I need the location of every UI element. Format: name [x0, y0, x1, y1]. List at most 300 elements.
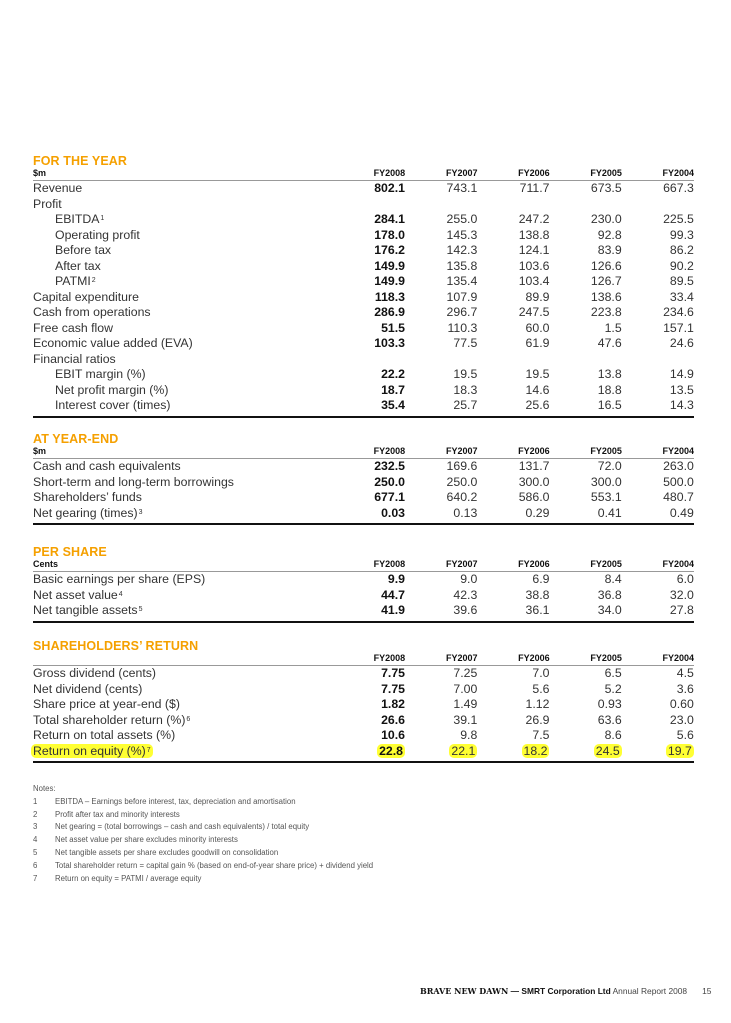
- column-header-row: [33, 559, 694, 572]
- note-text: Profit after tax and minority interests: [55, 809, 180, 819]
- row-label-text: [55, 398, 170, 412]
- value-cell: [477, 321, 549, 337]
- row-label: [33, 744, 333, 760]
- value-cell: [622, 682, 694, 698]
- note-number: 3: [33, 822, 38, 832]
- cell-value: 39.1: [453, 712, 478, 727]
- cell-value: 9.0: [460, 572, 478, 586]
- value-cell: [622, 459, 694, 475]
- row-label-value: Cash and cash equivalents: [33, 459, 181, 473]
- row-label-text: [55, 212, 104, 226]
- note-text: Net tangible assets per share excludes goodwill on consolidation: [55, 847, 279, 857]
- cell-value: 135.4: [446, 274, 478, 288]
- column-header: FY2005: [590, 168, 622, 178]
- cell-value: 103.3: [374, 336, 405, 350]
- table-row: [33, 259, 694, 275]
- row-label: [33, 243, 333, 259]
- row-label-text: [31, 744, 153, 758]
- column-header-row: [33, 168, 694, 181]
- value-cell: [405, 713, 477, 729]
- value-cell: [405, 274, 477, 290]
- cell-value: 27.8: [669, 603, 694, 617]
- value-cell: [549, 506, 621, 522]
- row-label-value: Cash from operations: [33, 305, 151, 319]
- cell-value: 802.1: [374, 181, 405, 195]
- cell-value: 77.5: [453, 336, 478, 350]
- footnote-ref: 1: [100, 215, 105, 222]
- cell-value: 35.4: [381, 398, 405, 412]
- cell-value: 157.1: [663, 320, 694, 335]
- value-cell: [405, 744, 477, 760]
- cell-value: 7.75: [381, 681, 405, 696]
- cell-value: 300.0: [518, 474, 550, 489]
- value-cell: [333, 682, 405, 698]
- cell-value: 255.0: [446, 212, 478, 226]
- value-cell: [333, 490, 405, 506]
- cell-value: 5.6: [532, 681, 550, 696]
- table-row: [33, 475, 694, 491]
- row-label-text: [33, 506, 142, 520]
- value-cell: [405, 383, 477, 399]
- table-row: [33, 490, 694, 506]
- value-cell: [622, 181, 694, 197]
- cell-value: 7.75: [381, 666, 405, 680]
- value-cell: [405, 336, 477, 352]
- row-label-text: [33, 197, 62, 211]
- value-cell: [622, 367, 694, 383]
- value-cell: [333, 352, 405, 368]
- value-cell: [405, 321, 477, 337]
- column-header: FY2004: [662, 653, 695, 663]
- cell-value: 126.7: [590, 274, 622, 288]
- value-cell: [333, 243, 405, 259]
- cell-value: 14.6: [525, 382, 550, 397]
- section-end-rule: [33, 523, 694, 525]
- cell-value: 296.7: [446, 305, 478, 319]
- cell-value: 250.0: [446, 474, 478, 489]
- value-cell: [549, 603, 621, 619]
- value-cell: [622, 697, 694, 713]
- value-cell: [477, 228, 549, 244]
- cell-value: 5.2: [604, 681, 622, 696]
- cell-value: 18.2: [523, 743, 548, 758]
- value-cell: [549, 666, 621, 682]
- cell-value: 135.8: [446, 258, 478, 273]
- row-label-value: Capital expenditure: [33, 289, 139, 304]
- value-cell: [333, 728, 405, 744]
- cell-value: 39.6: [453, 603, 478, 617]
- value-cell: [333, 336, 405, 352]
- row-label-value: Net gearing (times): [33, 505, 138, 520]
- column-header: FY2008: [373, 559, 406, 569]
- cell-value: 178.0: [374, 227, 405, 242]
- footnote-ref: 2: [91, 277, 96, 284]
- cell-value: 13.5: [669, 382, 694, 397]
- cell-value: 0.60: [669, 697, 694, 711]
- column-header: FY2006: [518, 559, 550, 569]
- note-text: Net asset value per share excludes minority interests: [55, 835, 238, 845]
- value-cell: [549, 290, 621, 306]
- cell-value: 480.7: [663, 490, 694, 504]
- row-label-text: [33, 666, 156, 680]
- value-cell: [549, 572, 621, 588]
- value-cell: [333, 181, 405, 197]
- value-cell: [405, 603, 477, 619]
- column-header: FY2005: [590, 446, 622, 456]
- value-cell: [477, 274, 549, 290]
- row-label: [33, 459, 333, 475]
- cell-value: 234.6: [663, 305, 694, 319]
- row-label: [33, 506, 333, 522]
- table-row: [33, 212, 694, 228]
- value-cell: [549, 274, 621, 290]
- value-cell: [333, 713, 405, 729]
- cell-value: 500.0: [663, 474, 694, 489]
- value-cell: [405, 682, 477, 698]
- row-label-text: [33, 682, 142, 696]
- cell-value: 86.2: [669, 243, 694, 257]
- row-label-value: Net tangible assets: [33, 603, 138, 617]
- section-title: SHAREHOLDERS’ RETURN: [33, 639, 199, 653]
- cell-value: 6.0: [676, 572, 694, 586]
- cell-value: 138.8: [518, 227, 550, 242]
- cell-value: 103.6: [518, 258, 550, 273]
- note-item: [33, 796, 373, 809]
- page-footer: [420, 986, 711, 996]
- value-cell: [333, 305, 405, 321]
- cell-value: 14.3: [669, 398, 694, 412]
- value-cell: [622, 744, 694, 760]
- cell-value: 149.9: [374, 274, 405, 288]
- value-cell: [333, 475, 405, 491]
- row-label: [33, 274, 333, 290]
- row-label-text: [33, 713, 190, 727]
- cell-value: 286.9: [374, 305, 405, 319]
- value-cell: [333, 259, 405, 275]
- row-label-value: Net dividend (cents): [33, 681, 143, 696]
- table-row: [33, 398, 694, 414]
- cell-value: 13.8: [597, 367, 622, 381]
- row-label-text: [33, 475, 234, 489]
- cell-value: 4.5: [676, 666, 694, 680]
- value-cell: [405, 506, 477, 522]
- value-cell: [477, 212, 549, 228]
- cell-value: 223.8: [590, 305, 622, 319]
- row-label-value: Basic earnings per share (EPS): [33, 572, 206, 586]
- row-label-value: Net asset value: [33, 587, 118, 602]
- value-cell: [549, 212, 621, 228]
- note-number: 5: [33, 847, 38, 857]
- cell-value: 8.6: [604, 728, 622, 742]
- value-cell: [622, 352, 694, 368]
- column-header: FY2007: [445, 653, 478, 663]
- cell-value: 5.6: [676, 728, 694, 742]
- cell-value: 24.5: [595, 743, 620, 758]
- footer-brand: BRAVE NEW DAWN: [420, 986, 509, 996]
- column-header: FY2007: [445, 446, 478, 456]
- row-label: [33, 588, 333, 604]
- cell-value: 14.9: [669, 367, 694, 381]
- table-row: [33, 383, 694, 399]
- value-cell: [477, 572, 549, 588]
- row-label-text: [33, 728, 175, 742]
- cell-value: 673.5: [590, 181, 622, 195]
- cell-value: 7.5: [532, 728, 550, 742]
- cell-value: 18.8: [597, 382, 622, 397]
- row-label-value: Return on total assets (%): [33, 728, 176, 742]
- cell-value: 7.25: [453, 666, 478, 680]
- row-label: [33, 603, 333, 619]
- row-label-text: [55, 367, 146, 381]
- value-cell: [477, 459, 549, 475]
- note-number: 7: [33, 873, 38, 883]
- row-label: [33, 383, 333, 399]
- value-cell: [477, 713, 549, 729]
- table-row: [33, 305, 694, 321]
- value-cell: [477, 352, 549, 368]
- note-item: [33, 809, 373, 822]
- table-row: [33, 572, 694, 588]
- value-cell: [405, 243, 477, 259]
- value-cell: [477, 398, 549, 414]
- cell-value: 1.82: [381, 697, 405, 711]
- value-cell: [622, 666, 694, 682]
- value-cell: [549, 588, 621, 604]
- value-cell: [405, 459, 477, 475]
- row-label-text: [55, 259, 101, 273]
- cell-value: 26.6: [381, 712, 405, 727]
- value-cell: [333, 197, 405, 213]
- cell-value: 711.7: [519, 181, 550, 195]
- cell-value: 250.0: [374, 474, 405, 489]
- footnote-ref: 6: [186, 715, 191, 723]
- value-cell: [549, 398, 621, 414]
- value-cell: [622, 197, 694, 213]
- row-label-value: EBIT margin (%): [55, 367, 146, 381]
- cell-value: 41.9: [381, 603, 405, 617]
- value-cell: [405, 588, 477, 604]
- cell-value: 33.4: [669, 289, 694, 304]
- row-label-text: [33, 490, 142, 504]
- value-cell: [622, 336, 694, 352]
- row-label: [33, 490, 333, 506]
- value-cell: [477, 181, 549, 197]
- row-label: [33, 336, 333, 352]
- cell-value: 44.7: [381, 587, 405, 602]
- cell-value: 26.9: [525, 712, 550, 727]
- table-row: [33, 367, 694, 383]
- row-label-value: After tax: [55, 258, 101, 273]
- value-cell: [622, 603, 694, 619]
- cell-value: 38.8: [525, 587, 550, 602]
- row-label: [33, 666, 333, 682]
- cell-value: 118.3: [374, 289, 405, 304]
- value-cell: [405, 666, 477, 682]
- notes-heading: Notes:: [33, 784, 56, 793]
- value-cell: [549, 475, 621, 491]
- value-cell: [549, 243, 621, 259]
- note-text: Net gearing = (total borrowings – cash and cash equivalents) / total equity: [55, 822, 310, 832]
- row-label-value: Shareholders’ funds: [33, 490, 142, 504]
- column-header-row: [33, 653, 694, 666]
- row-label: [33, 321, 333, 337]
- value-cell: [405, 697, 477, 713]
- row-label-value: Short-term and long-term borrowings: [33, 474, 234, 489]
- value-cell: [477, 290, 549, 306]
- cell-value: 63.6: [597, 712, 622, 727]
- value-cell: [549, 713, 621, 729]
- table-row: [33, 603, 694, 619]
- row-label-value: Financial ratios: [33, 351, 116, 366]
- table-row: [33, 728, 694, 744]
- row-label: [33, 475, 333, 491]
- cell-value: 72.0: [597, 459, 622, 473]
- value-cell: [405, 259, 477, 275]
- cell-value: 138.6: [590, 289, 622, 304]
- cell-value: 107.9: [446, 289, 478, 304]
- row-label-value: Net profit margin (%): [55, 382, 169, 397]
- cell-value: 131.7: [518, 459, 550, 473]
- cell-value: 61.9: [525, 336, 550, 350]
- note-item: [33, 847, 373, 860]
- cell-value: 110.3: [447, 320, 478, 335]
- footnote-ref: 3: [138, 508, 143, 516]
- value-cell: [622, 274, 694, 290]
- cell-value: 7.00: [453, 681, 478, 696]
- value-cell: [333, 398, 405, 414]
- cell-value: 90.2: [669, 258, 694, 273]
- value-cell: [549, 490, 621, 506]
- value-cell: [622, 228, 694, 244]
- note-number: 1: [33, 796, 38, 806]
- value-cell: [622, 475, 694, 491]
- table-row: [33, 713, 694, 729]
- value-cell: [333, 744, 405, 760]
- per-share-section: [33, 546, 694, 623]
- cell-value: 0.93: [597, 697, 622, 711]
- cell-value: 1.12: [525, 697, 550, 711]
- cell-value: 32.0: [669, 587, 694, 602]
- note-item: [33, 821, 373, 834]
- cell-value: 176.2: [374, 243, 405, 257]
- value-cell: [622, 212, 694, 228]
- value-cell: [333, 290, 405, 306]
- row-label-text: [55, 274, 96, 288]
- column-header: FY2008: [373, 168, 406, 178]
- cell-value: 51.5: [381, 320, 405, 335]
- cell-value: 18.7: [381, 382, 405, 397]
- cell-value: 25.6: [525, 398, 550, 412]
- value-cell: [622, 506, 694, 522]
- value-cell: [405, 475, 477, 491]
- row-label: [33, 290, 333, 306]
- value-cell: [549, 367, 621, 383]
- value-cell: [333, 666, 405, 682]
- row-label-text: [55, 243, 111, 257]
- value-cell: [405, 367, 477, 383]
- value-cell: [549, 459, 621, 475]
- column-header: FY2007: [445, 168, 478, 178]
- table-row: [33, 228, 694, 244]
- row-label-text: [33, 588, 123, 602]
- cell-value: 124.1: [518, 243, 550, 257]
- table-row: [33, 181, 694, 197]
- value-cell: [622, 321, 694, 337]
- unit-label: [33, 653, 333, 664]
- value-cell: [622, 728, 694, 744]
- table-row: [33, 682, 694, 698]
- value-cell: [549, 383, 621, 399]
- unit-label: $m: [33, 168, 47, 178]
- table-row: [33, 352, 694, 368]
- cell-value: 19.7: [667, 743, 692, 758]
- value-cell: [622, 490, 694, 506]
- at-year-end-section: [33, 433, 694, 525]
- page-number: 15: [702, 986, 712, 996]
- value-cell: [477, 383, 549, 399]
- cell-value: 142.3: [446, 243, 478, 257]
- row-label-text: [33, 459, 181, 473]
- value-cell: [405, 197, 477, 213]
- cell-value: 42.3: [453, 587, 478, 602]
- column-header: FY2004: [662, 446, 695, 456]
- cell-value: 3.6: [676, 681, 694, 696]
- value-cell: [477, 728, 549, 744]
- cell-value: 126.6: [590, 258, 622, 273]
- column-header: FY2006: [518, 653, 550, 663]
- row-label: [33, 367, 333, 383]
- column-header-row: [33, 446, 694, 459]
- cell-value: 8.4: [604, 572, 622, 586]
- value-cell: [477, 744, 549, 760]
- table-row: [33, 506, 694, 522]
- value-cell: [477, 305, 549, 321]
- cell-value: 18.3: [453, 382, 478, 397]
- cell-value: 23.0: [669, 712, 694, 727]
- value-cell: [549, 352, 621, 368]
- cell-value: 47.6: [597, 336, 622, 350]
- cell-value: 24.6: [669, 336, 694, 350]
- value-cell: [549, 682, 621, 698]
- cell-value: 667.3: [663, 181, 694, 195]
- value-cell: [549, 197, 621, 213]
- cell-value: 34.0: [597, 603, 622, 617]
- row-label-value: Operating profit: [55, 227, 140, 242]
- table-row: [33, 697, 694, 713]
- row-label: [33, 181, 333, 197]
- row-label-value: Before tax: [55, 243, 112, 257]
- value-cell: [333, 459, 405, 475]
- value-cell: [477, 243, 549, 259]
- cell-value: 36.1: [525, 603, 550, 617]
- value-cell: [405, 728, 477, 744]
- cell-value: 6.9: [532, 572, 550, 586]
- row-label: [33, 713, 333, 729]
- cell-value: 0.29: [525, 505, 550, 520]
- value-cell: [477, 697, 549, 713]
- table-row: [33, 197, 694, 213]
- column-header: FY2005: [590, 653, 622, 663]
- row-label-text: [33, 352, 116, 366]
- section-end-rule: [33, 416, 694, 418]
- cell-value: 7.0: [532, 666, 550, 680]
- value-cell: [622, 290, 694, 306]
- value-cell: [622, 383, 694, 399]
- column-header: FY2007: [445, 559, 478, 569]
- value-cell: [549, 305, 621, 321]
- row-label: [33, 352, 333, 368]
- cell-value: 22.8: [379, 743, 403, 758]
